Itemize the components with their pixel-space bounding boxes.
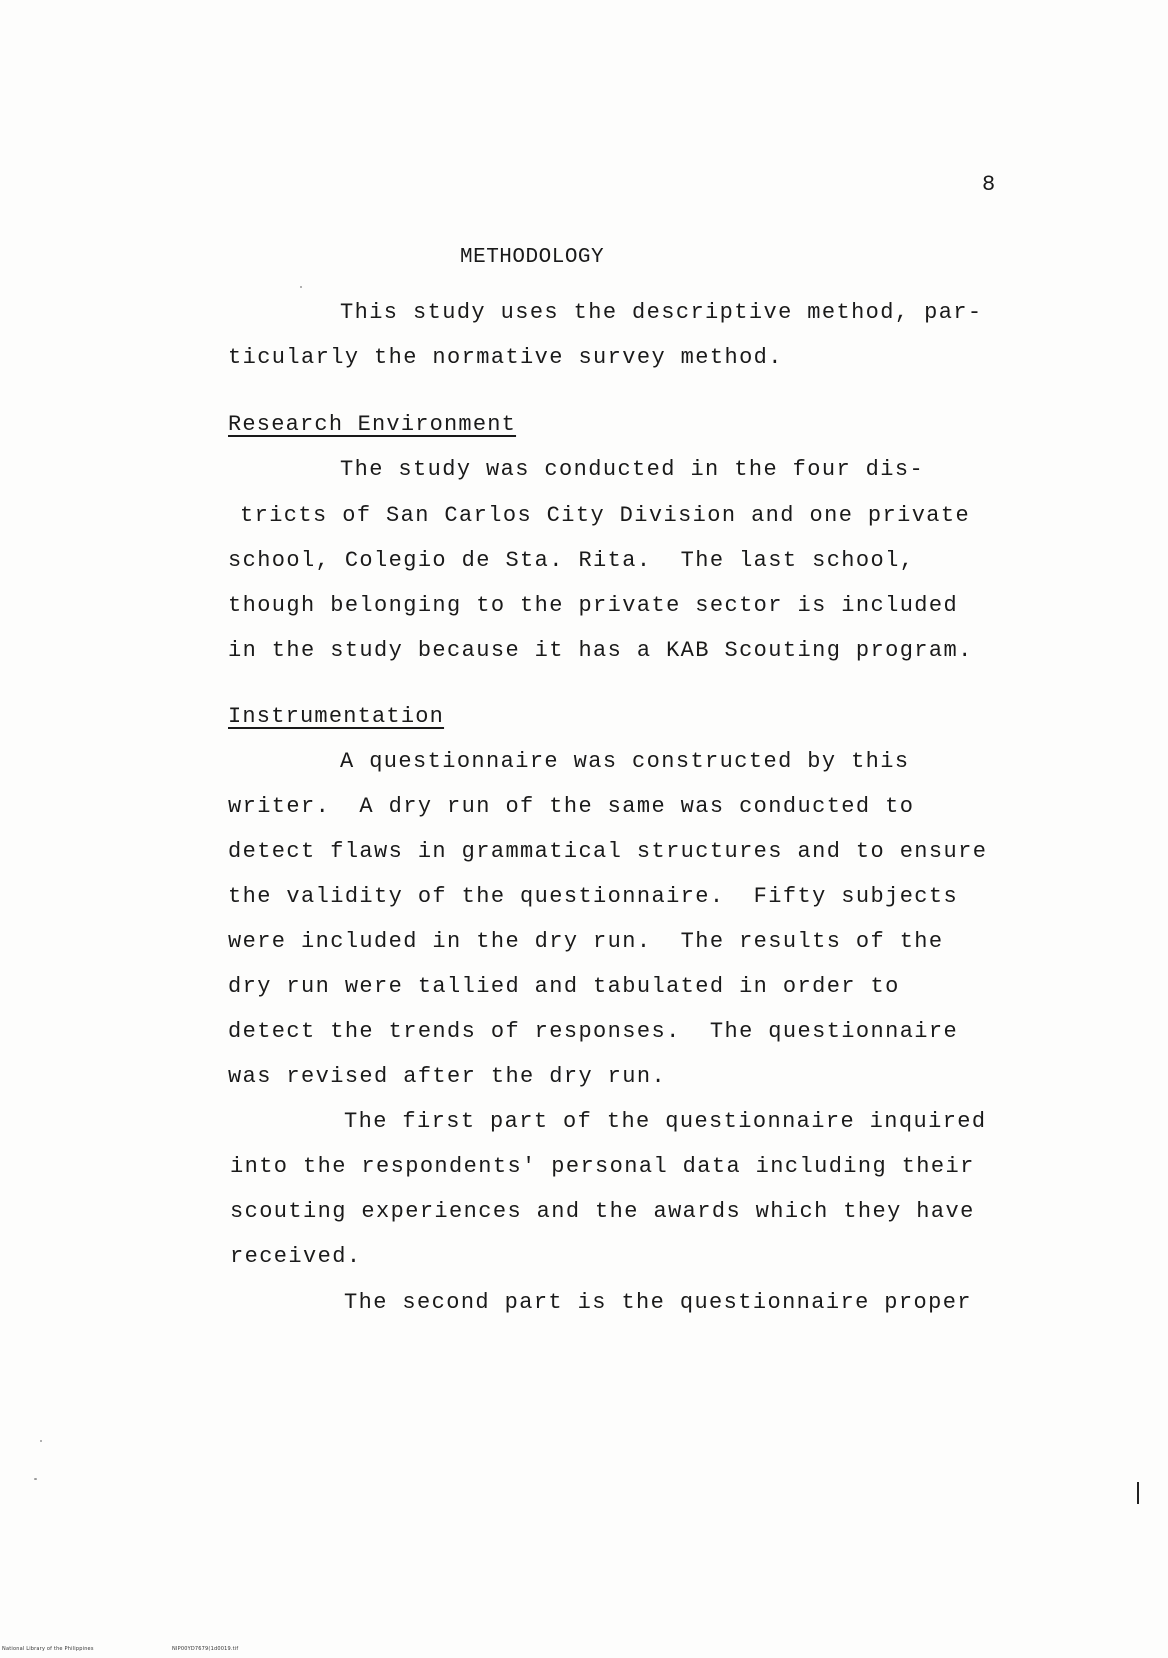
instrumentation-p2-line-4: received. bbox=[230, 1244, 362, 1269]
footer-file-id: NIP00YD7679(1d0019.tif bbox=[172, 1646, 239, 1652]
instrumentation-p1-line-7: detect the trends of responses. The questionnaire bbox=[228, 1019, 959, 1044]
instrumentation-p1-line-8: was revised after the dry run. bbox=[228, 1064, 667, 1089]
instrumentation-heading: Instrumentation bbox=[228, 704, 445, 729]
margin-mark bbox=[1137, 1482, 1139, 1504]
research-environment-line-5: in the study because it has a KAB Scouting program. bbox=[228, 638, 973, 663]
intro-line-1: This study uses the descriptive method, par- bbox=[340, 300, 983, 325]
research-environment-line-4: though belonging to the private sector is included bbox=[228, 593, 959, 618]
research-environment-heading: Research Environment bbox=[228, 412, 517, 437]
instrumentation-p2-line-3: scouting experiences and the awards which they have bbox=[230, 1199, 975, 1224]
instrumentation-p1-line-1: A questionnaire was constructed by this bbox=[340, 749, 910, 774]
research-environment-line-3: school, Colegio de Sta. Rita. The last school, bbox=[228, 548, 915, 573]
scan-speck bbox=[300, 286, 302, 288]
instrumentation-p1-line-3: detect flaws in grammatical structures and to ensure bbox=[228, 839, 988, 864]
research-environment-line-2: tricts of San Carlos City Division and one private bbox=[240, 503, 971, 528]
instrumentation-p3-line-1: The second part is the questionnaire proper bbox=[344, 1290, 972, 1315]
instrumentation-p2-line-2: into the respondents' personal data including their bbox=[230, 1154, 975, 1179]
scan-speck bbox=[40, 1440, 42, 1442]
research-environment-line-1: The study was conducted in the four dis- bbox=[340, 457, 925, 482]
page-heading: METHODOLOGY bbox=[460, 246, 605, 269]
instrumentation-p1-line-2: writer. A dry run of the same was conducted to bbox=[228, 794, 915, 819]
footer-library-name: National Library of the Philippines bbox=[2, 1646, 94, 1652]
instrumentation-p1-line-5: were included in the dry run. The results of the bbox=[228, 929, 944, 954]
intro-line-2: ticularly the normative survey method. bbox=[228, 345, 783, 370]
scan-speck bbox=[34, 1478, 37, 1480]
instrumentation-p1-line-4: the validity of the questionnaire. Fifty subjects bbox=[228, 884, 959, 909]
page-number: 8 bbox=[982, 172, 996, 197]
instrumentation-p1-line-6: dry run were tallied and tabulated in order to bbox=[228, 974, 900, 999]
instrumentation-p2-line-1: The first part of the questionnaire inquired bbox=[344, 1109, 987, 1134]
